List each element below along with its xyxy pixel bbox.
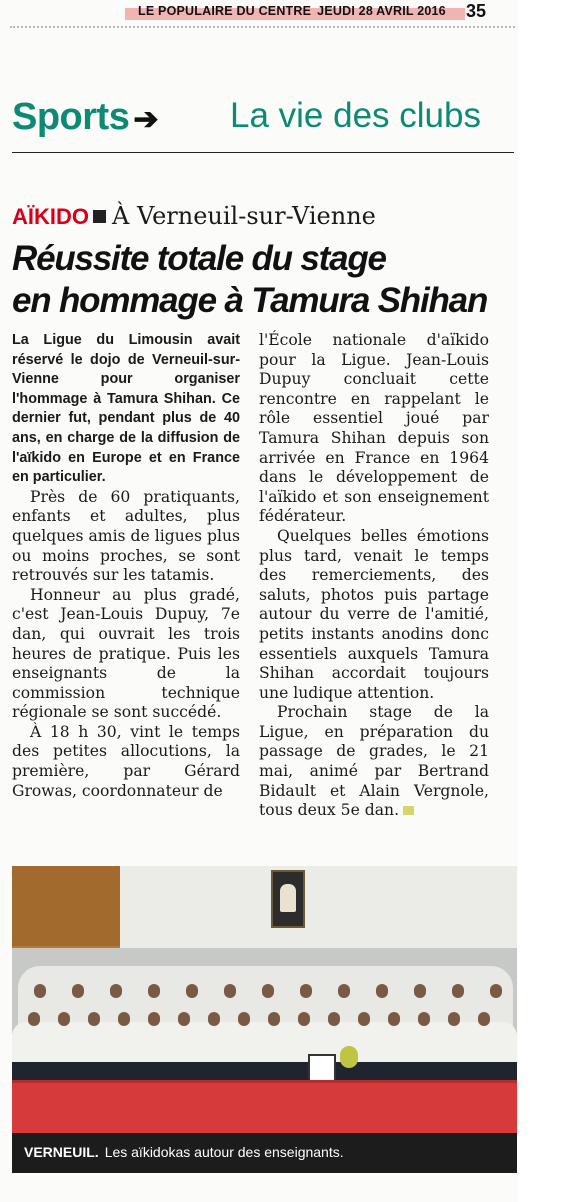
article-lead: La Ligue du Limousin avait réservé le dojo de Verneuil-sur-Vienne pour organiser l'hommage à Tamura Shihan. Ce dernier fut, pendant plus de 40 ans, en charge de la diffusion de l'aïkido en Europe et en France en particulier. <box>12 332 240 486</box>
photo-person-head <box>338 984 350 998</box>
issue-date: JEUDI 28 AVRIL 2016 <box>317 4 446 18</box>
article-paragraph: À 18 h 30, vint le temps des petites allocutions, la première, par Gérard Growas, coordonnateur de <box>12 722 240 800</box>
caption-text <box>24 1144 344 1160</box>
article-column-2 <box>259 331 489 821</box>
article-paragraph: Honneur au plus gradé, c'est Jean-Louis Dupuy, 7e dan, qui ouvrait les trois heures de pratique. Puis les enseignants de la commission technique régionale se sont succédé. <box>12 585 240 722</box>
photo-person-head <box>148 984 160 998</box>
photo-person-head <box>72 984 84 998</box>
photo-person-head <box>358 1012 370 1026</box>
article-paragraph: l'École nationale d'aïkido pour la Ligue. Jean-Louis Dupuy concluait cette rencontre en rappelant le rôle essentiel joué par Tamura Shihan depuis son arrivée en France en 1964 dans le développement de l'aïkido et son enseignement fédérateur. <box>259 331 489 526</box>
photo-person-head <box>328 1012 340 1026</box>
photo-person-head <box>448 1012 460 1026</box>
article-paragraph: Quelques belles émotions plus tard, venait le temps des remerciements, des saluts, photos puis partage autour du verre de l'amitié, petits instants anodins donc essentiels auxquels Tamura Shihan accordait toujours une ludique attention. <box>259 526 489 702</box>
photo-person-head <box>88 1012 100 1026</box>
portrait-figure <box>280 884 296 912</box>
photo-person-head <box>118 1012 130 1026</box>
header-masthead <box>138 4 446 18</box>
photo-person-head <box>28 1012 40 1026</box>
photo-person-head <box>478 1012 490 1026</box>
end-mark-icon <box>403 806 414 815</box>
photo-hakama-band <box>12 1062 517 1082</box>
section-title <box>12 96 158 139</box>
photo-person-head <box>376 984 388 998</box>
photo-person-head <box>186 984 198 998</box>
article-paragraph <box>259 703 489 821</box>
headline-line: Réussite totale du stage <box>12 239 386 278</box>
page-margin <box>518 0 568 1202</box>
section-rule <box>12 152 514 153</box>
article-headline <box>12 238 517 322</box>
square-bullet-icon <box>93 210 106 223</box>
header-divider <box>10 26 515 28</box>
page-header <box>0 0 518 24</box>
photo-person-head <box>300 984 312 998</box>
photo-person-head <box>238 1012 250 1026</box>
photo-person-head <box>262 984 274 998</box>
subsection-title: La vie des clubs <box>230 96 481 135</box>
photo-caption <box>12 1133 517 1173</box>
caption-label: VERNEUIL. <box>24 1144 99 1160</box>
caption-body: Les aïkidokas autour des enseignants. <box>104 1144 344 1160</box>
photo-person-head <box>298 1012 310 1026</box>
photo-tatami-edge <box>12 1080 517 1083</box>
group-photo <box>12 866 517 1133</box>
newspaper-name: LE POPULAIRE DU CENTRE <box>138 4 312 18</box>
article-paragraph-text: Prochain stage de la Ligue, en préparation du passage de grades, le 21 mai, animé par Bertrand Bidault et Alain Vergnole, tous deux 5e dan. <box>259 703 489 820</box>
photo-person-head <box>490 984 502 998</box>
photo-person-head <box>110 984 122 998</box>
sport-label: AÏKIDO <box>12 204 89 229</box>
photo-person-head <box>148 1012 160 1026</box>
page-number: 35 <box>466 1 487 21</box>
section-label: Sports <box>12 96 130 138</box>
photo-person-head <box>388 1012 400 1026</box>
photo-person-head <box>34 984 46 998</box>
photo-tatami <box>12 1080 517 1133</box>
photo-portrait-frame <box>271 870 305 928</box>
place-label: À Verneuil-sur-Vienne <box>112 202 376 230</box>
article-kicker <box>12 202 376 230</box>
photo-flowers <box>340 1046 358 1068</box>
photo-person-head <box>58 1012 70 1026</box>
photo-person-head <box>178 1012 190 1026</box>
photo-person-head <box>418 1012 430 1026</box>
photo-wood-panel <box>12 866 120 946</box>
photo-person-head <box>452 984 464 998</box>
article-column-1 <box>12 331 240 801</box>
article-paragraph: Près de 60 pratiquants, enfants et adultes, plus quelques amis de ligues plus ou moins proches, se sont retrouvés sur les tatamis. <box>12 487 240 585</box>
photo-person-head <box>208 1012 220 1026</box>
headline-line: en hommage à Tamura Shihan <box>12 281 488 320</box>
photo-person-head <box>268 1012 280 1026</box>
photo-person-head <box>224 984 236 998</box>
arrow-right-icon: ➔ <box>133 103 158 136</box>
photo-person-head <box>414 984 426 998</box>
